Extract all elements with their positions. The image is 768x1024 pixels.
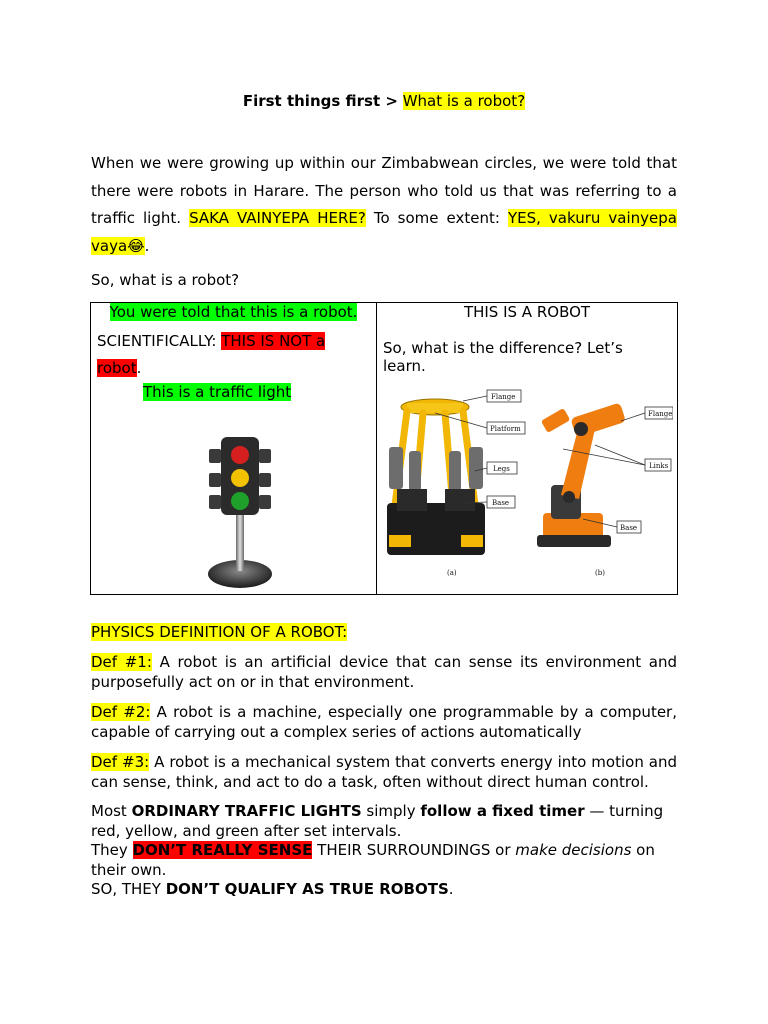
conclusion-1c: simply <box>361 802 421 820</box>
definition-2-text: A robot is a machine, especially one programmable by a computer, capable of carrying out a complex series of actions automatically <box>91 703 677 741</box>
intro-text-3: . <box>144 236 150 255</box>
label-base-a: Base <box>492 499 510 507</box>
green-lamp <box>231 492 249 510</box>
intro-text-2: To some extent: <box>365 209 508 227</box>
definition-2-label: Def #2: <box>91 703 151 721</box>
conclusion-3c: . <box>448 880 454 898</box>
definition-1 <box>91 652 677 692</box>
robot-cell <box>377 303 678 595</box>
definition-1-text: A robot is an artificial device that can sense its environment and purposefully act on or in that environment. <box>91 653 677 691</box>
question-line: So, what is a robot? <box>91 271 240 289</box>
difference-text: So, what is the difference? Let’s learn. <box>383 339 623 375</box>
label-a: (a) <box>447 569 457 577</box>
conclusion-paragraph <box>91 802 677 900</box>
comparison-table <box>90 302 678 595</box>
not-robot-text: THIS IS NOT a robot <box>97 332 326 377</box>
traffic-light-cell <box>91 303 377 595</box>
definition-1-label: Def #1: <box>91 653 152 671</box>
conclusion-1d: follow a fixed timer <box>420 802 585 820</box>
conclusion-2d: make decisions <box>515 841 632 859</box>
traffic-light-pole <box>236 509 244 571</box>
conclusion-2a: They <box>91 841 133 859</box>
definition-3 <box>91 752 677 792</box>
yellow-lamp <box>231 469 249 487</box>
intro-text-1: When we were growing up within our Zimbabwean circles, we were told that there were robots in Harare. The person who told us that was referring to a traffic light. <box>91 154 677 227</box>
laughing-emoji-icon: 😂 <box>127 236 145 255</box>
definition-3-text: A robot is a mechanical system that converts energy into motion and can sense, think, and act to do a task, often without direct human control. <box>91 753 677 791</box>
robot-figure <box>383 385 673 583</box>
label-legs: Legs <box>493 465 510 473</box>
parallel-robot-image <box>387 399 485 555</box>
traffic-light-caption-line <box>143 383 291 401</box>
title-prefix: First things first > <box>242 92 398 110</box>
definitions-heading-text: PHYSICS DEFINITION OF A ROBOT: <box>91 623 348 641</box>
title-highlight: What is a robot? <box>402 92 526 110</box>
label-flange-b: Flange <box>648 410 673 418</box>
label-links: Links <box>649 462 669 470</box>
definitions-heading <box>91 622 677 642</box>
red-lamp <box>231 446 249 464</box>
robot-heading: THIS IS A ROBOT <box>463 303 591 321</box>
definition-3-label: Def #3: <box>91 753 150 771</box>
conclusion-2b: DON’T REALLY SENSE <box>132 841 313 859</box>
told-line <box>91 303 376 322</box>
traffic-light-image <box>194 431 304 593</box>
conclusion-3a: SO, THEY <box>91 880 166 898</box>
industrial-robot-arm-image <box>537 403 626 547</box>
label-platform: Platform <box>490 425 521 433</box>
label-flange-a: Flange <box>491 393 516 401</box>
traffic-light-caption: This is a traffic light <box>143 383 292 401</box>
page-title <box>0 92 768 110</box>
conclusion-1a: Most <box>91 802 132 820</box>
definitions-section <box>91 622 677 910</box>
label-b: (b) <box>595 569 605 577</box>
conclusion-2e: on their own. <box>91 841 655 879</box>
scientifically-line <box>97 328 367 382</box>
period: . <box>136 359 142 377</box>
conclusion-1b: ORDINARY TRAFFIC LIGHTS <box>131 802 362 820</box>
told-text: You were told that this is a robot. <box>109 303 358 321</box>
conclusion-1e: — turning red, yellow, and green after set intervals. <box>91 802 664 840</box>
label-base-b: Base <box>620 524 638 532</box>
definition-2 <box>91 702 677 742</box>
scientifically-label: SCIENTIFICALLY: <box>97 332 222 350</box>
intro-highlight-1: SAKA VAINYEPA HERE? <box>189 209 366 227</box>
intro-highlight-2: YES, vakuru vainyepa vaya <box>91 209 677 255</box>
intro-paragraph <box>91 150 677 260</box>
conclusion-3b: DON’T QUALIFY AS TRUE ROBOTS <box>165 880 449 898</box>
conclusion-2c: THEIR SURROUNDINGS or <box>312 841 516 859</box>
